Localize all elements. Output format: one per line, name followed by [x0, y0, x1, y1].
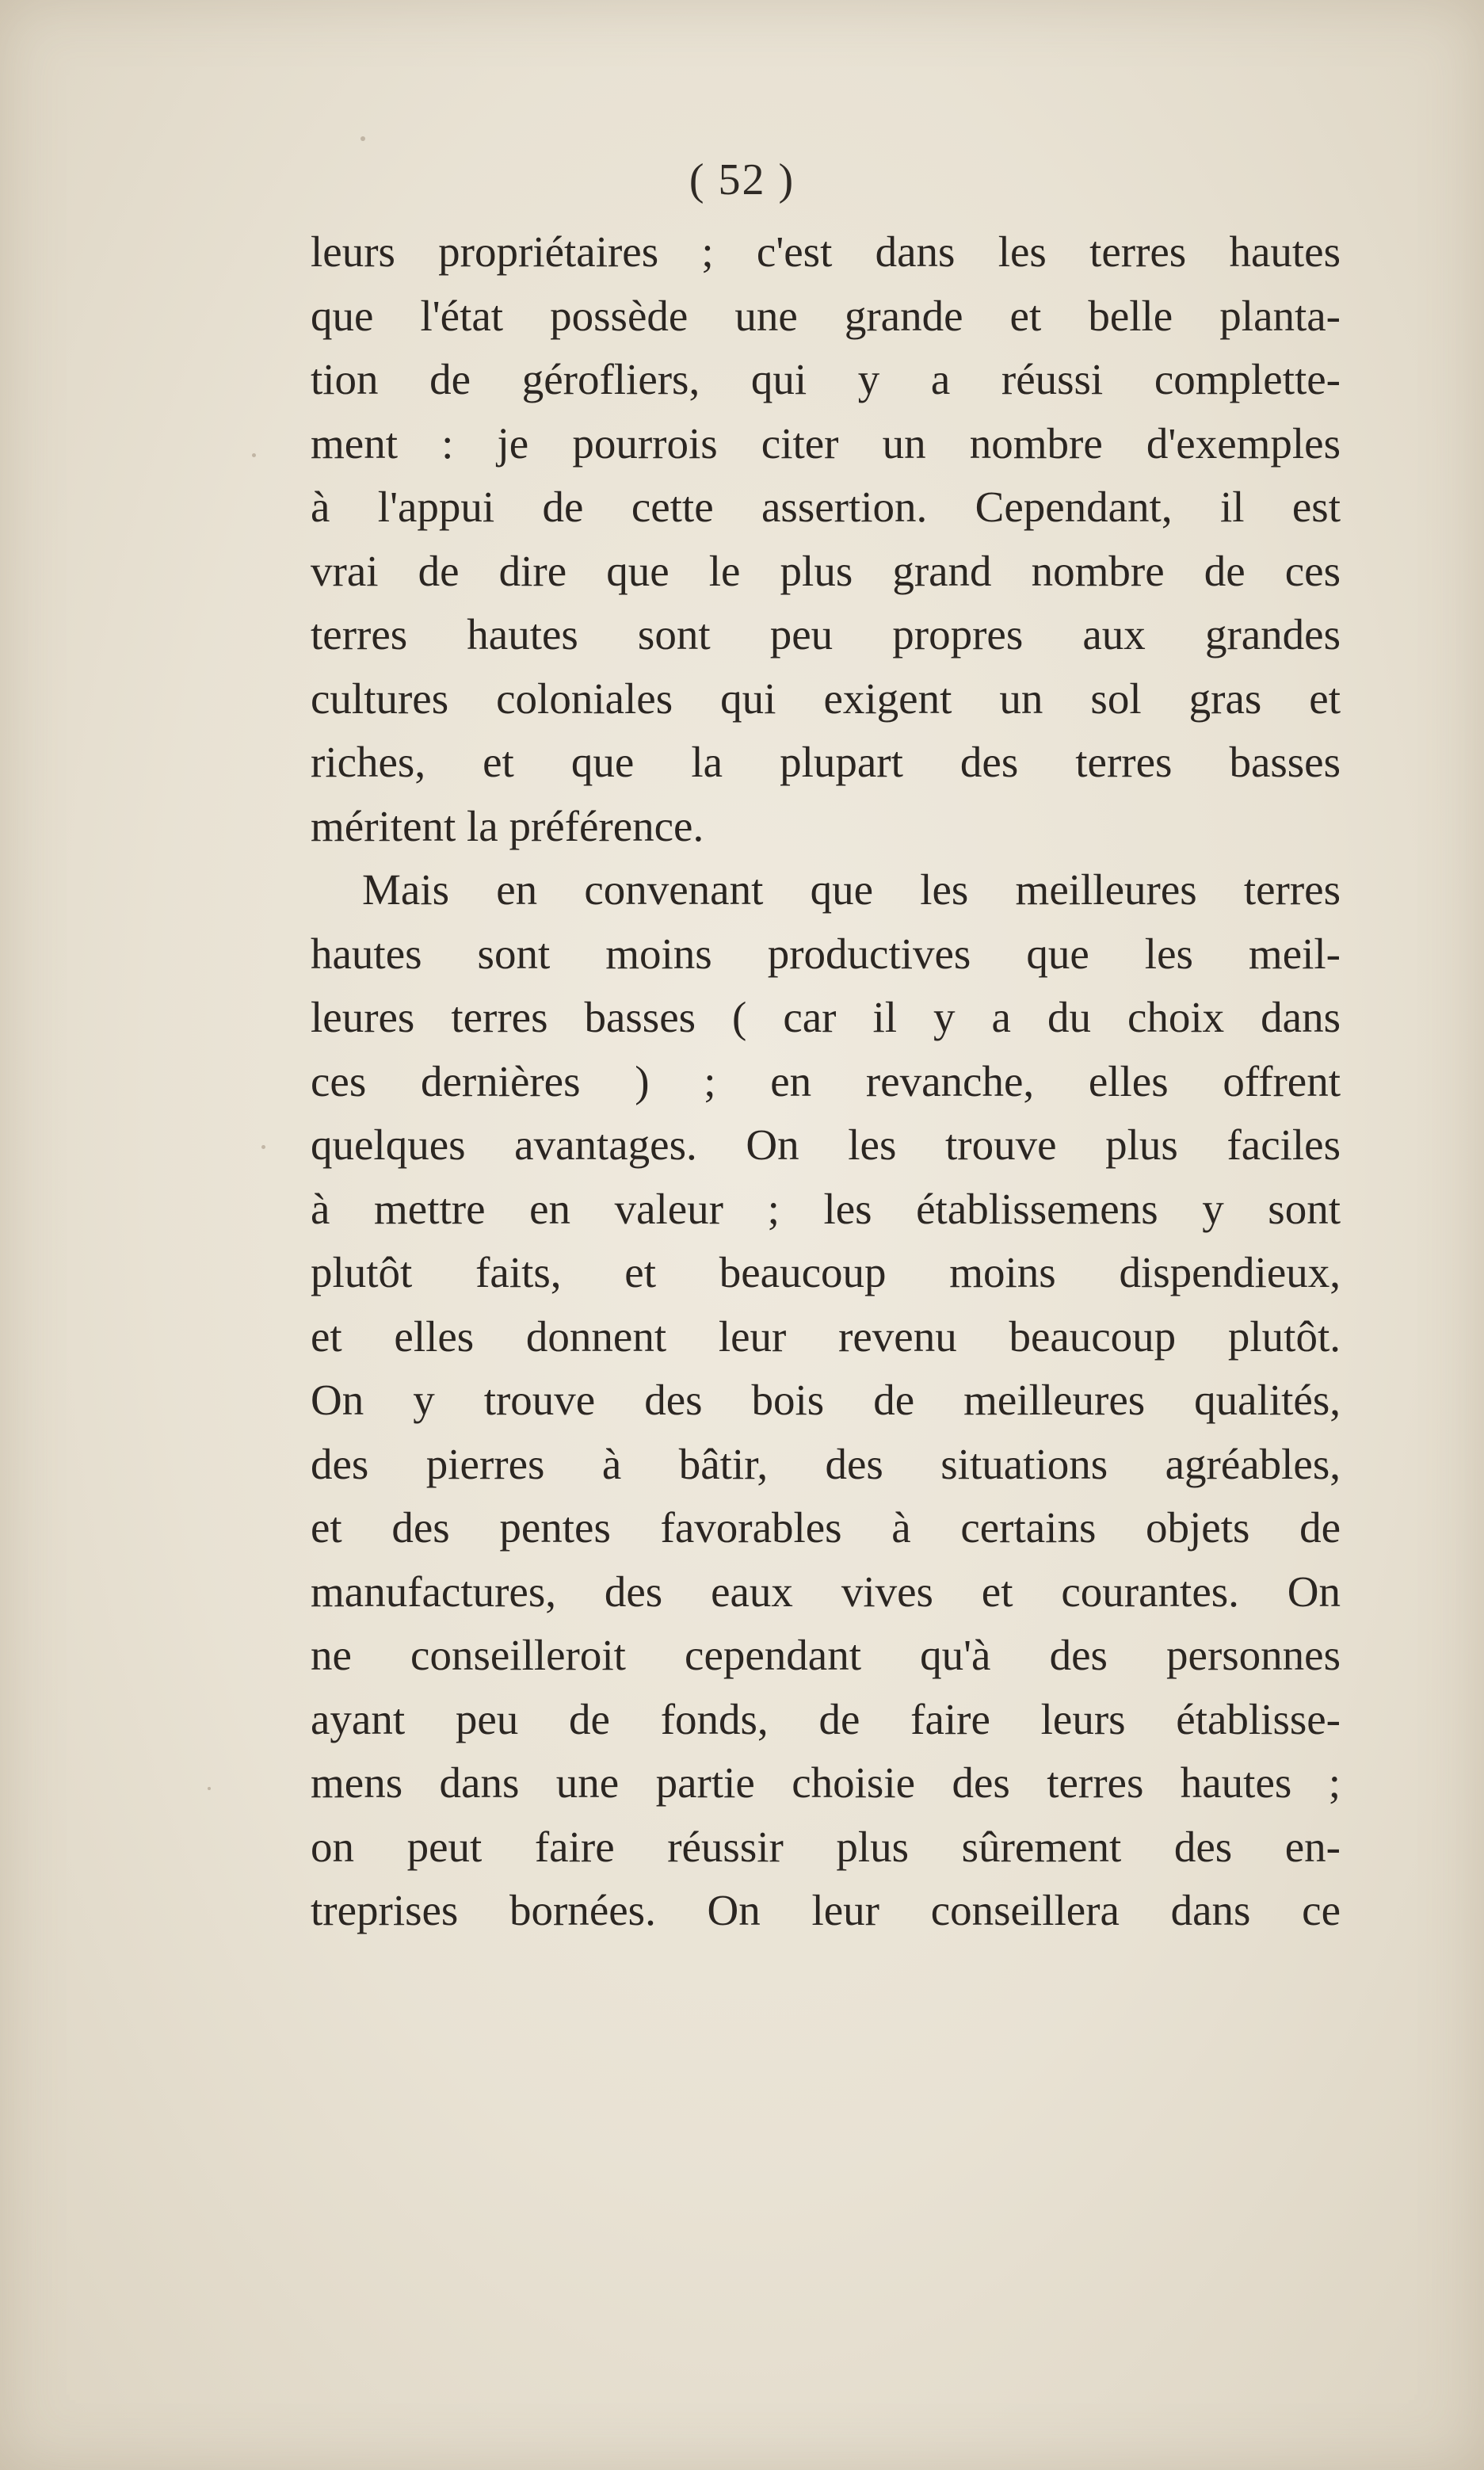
text-line: riches, et que la plupart des terres basses — [311, 738, 1341, 786]
text-line: treprises bornées. On leur conseillera dans ce — [311, 1886, 1341, 1934]
text-line: ment : je pourrois citer un nombre d'exemples — [311, 418, 1341, 468]
text-line: ayant peu de fonds, de faire leurs établisse- — [311, 1694, 1341, 1743]
text-line: et des pentes favorables à certains objets de — [311, 1503, 1341, 1552]
body-text — [311, 220, 1341, 1943]
ink-speck — [261, 1145, 265, 1149]
text-line: cultures coloniales qui exigent un sol gras et — [311, 674, 1341, 723]
page-number-header: ( 52 ) — [689, 155, 795, 204]
text-line: Mais en convenant que les meilleures terres — [362, 865, 1341, 914]
text-line: que l'état possède une grande et belle planta- — [311, 291, 1341, 340]
text-line: vrai de dire que le plus grand nombre de ces — [311, 546, 1341, 595]
text-line: leurs propriétaires ; c'est dans les terres hautes — [311, 227, 1341, 276]
ink-speck — [252, 453, 256, 457]
text-line: manufactures, des eaux vives et courantes. On — [311, 1567, 1341, 1616]
text-line: et elles donnent leur revenu beaucoup plutôt. — [311, 1311, 1341, 1361]
paragraph-1 — [311, 220, 1341, 858]
text-line: tion de gérofliers, qui y a réussi complette- — [311, 355, 1341, 403]
ink-speck — [208, 1787, 211, 1790]
text-line: leures terres basses ( car il y a du choix dans — [311, 993, 1341, 1041]
text-line: mens dans une partie choisie des terres hautes ; — [311, 1758, 1341, 1807]
text-line: ne conseilleroit cependant qu'à des personnes — [311, 1631, 1341, 1679]
ink-speck — [361, 136, 365, 141]
text-line: à l'appui de cette assertion. Cependant, il est — [311, 483, 1341, 531]
paragraph-2 — [311, 858, 1341, 1943]
text-line: hautes sont moins productives que les meil- — [311, 929, 1341, 978]
text-line: ces dernières ) ; en revanche, elles offrent — [311, 1056, 1341, 1105]
text-line: des pierres à bâtir, des situations agréables, — [311, 1439, 1341, 1488]
text-line: quelques avantages. On les trouve plus faciles — [311, 1120, 1341, 1169]
text-line: On y trouve des bois de meilleures qualités, — [311, 1376, 1341, 1424]
text-line: méritent la préférence. — [311, 801, 704, 850]
text-line: terres hautes sont peu propres aux grandes — [311, 610, 1341, 659]
text-line: on peut faire réussir plus sûrement des en- — [311, 1822, 1341, 1871]
text-line: à mettre en valeur ; les établissemens y sont — [311, 1184, 1341, 1233]
text-line: plutôt faits, et beaucoup moins dispendieux, — [311, 1248, 1341, 1296]
